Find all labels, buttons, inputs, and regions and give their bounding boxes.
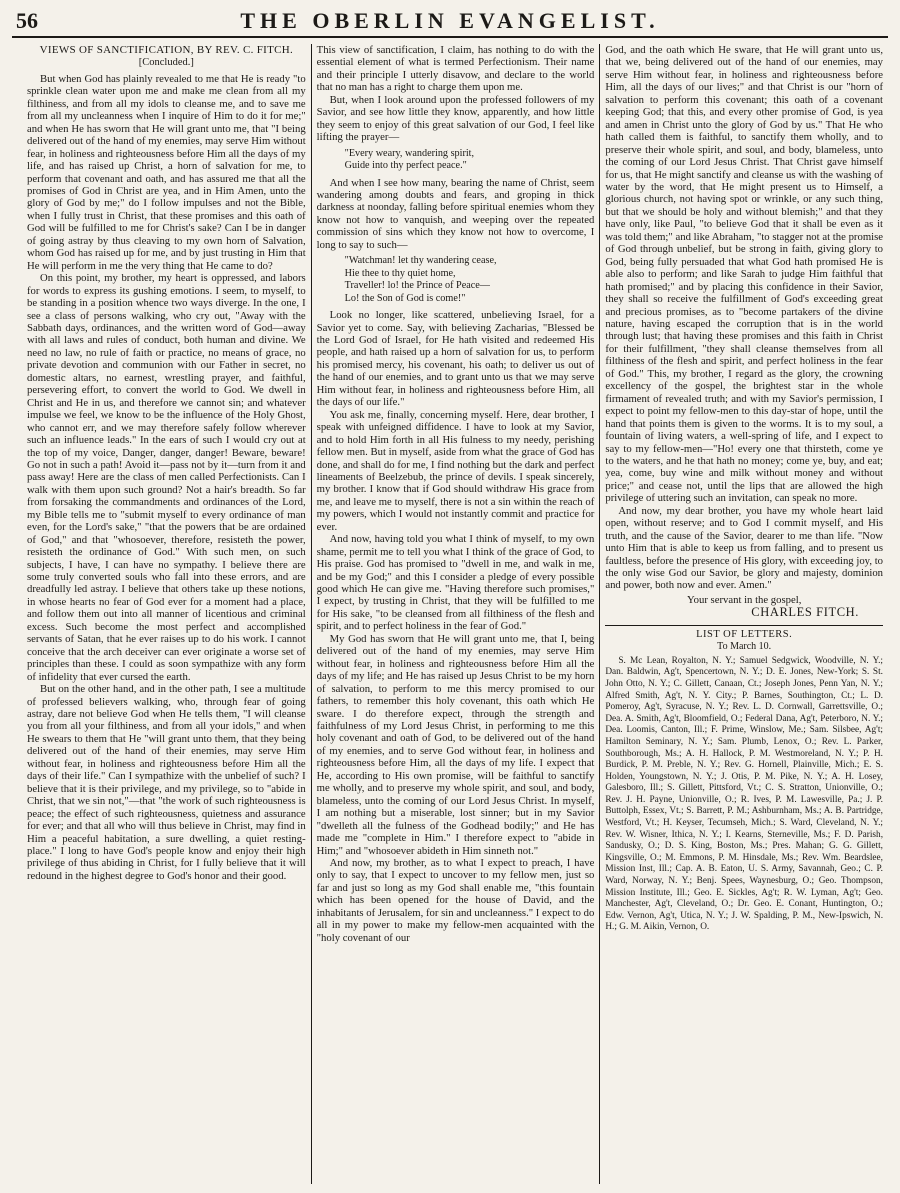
paragraph: And now, my brother, as to what I expect to preach, I have only to say, that I expect to uncover to my fellow men, just so far and just so long as my God shall enable me, "this fountain which has been opened for the house of David, and the inhabitants of Jerusalem, for sin and uncleanness." I expect to do all in my power to make my fellow-men acquainted with the "holy covenant of our [316, 857, 595, 944]
paragraph: And now, my dear brother, you have my whole heart laid open, without reserve; and to God I commit myself, and His truth, and the cause of the Savior, dearer to me than life. "Now unto Him that is able to keep us from falling, and to present us faultless, before the presence of His glory, with exceeding joy, to the only wise God our Savior, be glory and majesty, dominion and power, both now and ever. Amen." [605, 504, 884, 592]
article-title: VIEWS OF SANCTIFICATION, BY REV. C. FITCH. [39, 44, 294, 56]
running-title: THE OBERLIN EVANGELIST. [240, 8, 660, 33]
page-number: 56 [16, 8, 38, 33]
letters-list: S. Mc Lean, Royalton, N. Y.; Samuel Sedgwick, Woodville, N. Y.; Dan. Baldwin, Ag't, Spencertown, N. Y.; D. E. Jones, New-York; S. St. John Otto, N. Y.; C. Gillett, Canaan, Ct.; Joseph Jones, Penn Yan, N. Y.; Alfred Smith, Ag't, N. Y. City.; P. Barnes, Southington, Ct.; L. D. Pomeroy, Ag't, Syracuse, N. Y.; Rev. L. D. Cornwall, Garrettsville, O.; Dea. A. Smith, Ag't, Bloomfield, O.; Federal Dana, Ag't, Peterboro, N. Y.; Dea. Loomis, Canton, Ill.; F. Prime, Winslow, Me.; Sam. Silsbee, Ag't; Hamilton Seminary, N. Y.; Sam. Plumb, Lenox, O.; Rev. L. Parker, Southborough, Ms.; A. H. Hallock, P. M. Westmoreland, N. Y.; P. H. Burdick, P. M. Preble, N. Y.; Rev. G. Hornell, Plainville, Mich.; E. S. Holden, Youngstown, N. Y.; J. Otis, P. M. Pike, N. Y.; A. H. Losey, Galesboro, Ill.; S. Gillett, Pittsford, Vt.; C. S. Stratton, Unionville, O.; Rev. J. H. Payne, Unionville, O.; R. Ives, P. M. Lawesville, Pa.; J. P. Buttolph, Essex, Vt.; S. Barrett, P. M.; Ashburnham, Ms.; A. B. Partridge, Westford, Vt.; H. Keyser, Tecumseh, Mich.; S. Ward, Cleveland, N. Y.; Rev. W. Wisner, Ithica, N. Y.; I. Kearns, Sterneville, Ms.; F. D. Parish, Sandusky, O.; D. S. King, Boston, Ms.; Pres. Mahan; G. G. Gillett, Kingsville, O.; M. Emmons, P. M. Hinsdale, Ms.; Rev. Wm. Beardslee, Mission Inst, Ill.; Cap. A. B. Eaton, U. S. Army, Savannah, Geo.; C. P. Ward, Norway, N. Y.; Benj. Spees, Waynesburg, O.; Geo. Thompson, Mission Institute, Ill.; Geo. E. Sickles, Ag't; R. W. Lyman, Ag't; Geo. Manchester, Ag't, Cleveland, O.; Dr. Geo. E. Conant, Huntington, O.; Edw. Vernon, Ag't, Utica, N. Y.; J. W. Spalding, P. M., New-Ipswich, N. H.; G. M. Aikin, Vernon, O. [605, 655, 884, 933]
letters-title: LIST OF LETTERS. [696, 628, 793, 640]
paragraph: But, when I look around upon the professed followers of my Savior, and see how little they know, apparently, and how little they seem to enjoy of this great salvation of our God, I feel like lifting the prayer— [316, 93, 595, 144]
verse-quote [317, 255, 595, 305]
paragraph: Look no longer, like scattered, unbelieving Israel, for a Savior yet to come. Say, with believing Zacharias, "Blessed be the Lord God of Israel, for He hath visited and redeemed His people, and hath raised up a horn of salvation for us, to perform his promised mercy, his covenant, his oath; to deliver us out of the hand of our enemies, and to grant unto us that we may serve Him without fear, in holiness and righteousness before Him, all the days of our life." [316, 309, 595, 409]
paragraph: But when God has plainly revealed to me that He is ready "to sprinkle clean water upon me and make me clean from all my filthiness, and from all my idols to cleanse me, and to save me from all my uncleanness when I inquire of Him to do it for me;" and when He has sworn that He will grant unto me, that "I being delivered out of the hand of my enemies, may serve Him without fear, in holiness and righteousness before Him all the days of my life, and has raised up Christ, a horn of salvation for me, to perform that covenant and oath, and has assured me that all the promises of God in Christ are yea, and in Him Amen, unto the glory of God by me;" do I follow impulses and not the Bible, when I fully trust in Christ, that these promises and this oath of God will be fulfilled to me for Christ's sake? Can I be in danger of going astray by thus cleaving to my own horn of Salvation, whom God has raised up for me, and by just trusting in Him that He will perform in me the very thing that He came to do? [27, 72, 306, 272]
sign-off: Your servant in the gospel, [686, 593, 802, 606]
column-2 [311, 44, 600, 1184]
paragraph: God, and the oath which He sware, that He will grant unto us, that we, being delivered out of the hand of our enemies, may serve Him without fear, in holiness and righteousness before Him, all the days of our lives;" and that Christ is our "horn of salvation to perform this covenant; this oath of a covenant keeping God; that this, and every other promise of God, is yea and amen in Christ unto the glory of God by us." That He who hath called them is faithful, to sanctify them wholly, and to preserve their whole spirit, and soul, and body, blameless, unto the coming of our Lord Jesus Christ. That Christ gave himself for us, that He might sanctify and cleanse us with the washing of water by the word, that He might present us to Himself, a glorious church, not having spot or wrinkle, or any such thing, but that we should be holy and without blemish;" and that they have only, like Paul, "to believe God that it shall be even as it was told them;" and like Abraham, "to stagger not at the promise of God through unbelief, but be strong in faith, giving glory to God, being fully persuaded that what God hath promised He is able also to perform; and like Sarah to judge Him faithful that hath promised;" and by placing this confidence in their Savior, they shall so receive the fulfillment of God's exceeding great and precious promises, as to "become partakers of the divine nature, having escaped the corruption that is in the world through lust; that having these promises and this faith in Christ for their fulfillment, "they shall cleanse themselves from all filthiness of the flesh and spirit, and perfect holiness in the fear of God." This, my brother, I regard as the glory, the crowning excellency of the gospel, the brightest star in the whole firmament of revealed truth; and with my Savior's permission, I expect to point my fellow-men to this day-star of hope, until the hand that points them is given to the worms. It is to my soul, a fountain of living waters, a well-spring of life, and I expect to say to my fellow-men—"Ho! every one that thirsteth, come ye to the waters, and he that hath no money; come ye, buy, and eat; yea, come, buy wine and milk without money and without price;" and cease not, until the lips that are allowed the high privilege of uttering such an invitation, can speak no more. [605, 44, 884, 505]
verse-line: "Every weary, wandering spirit, [344, 147, 475, 159]
column-3 [599, 44, 888, 1184]
author-signature: CHARLES FITCH. [751, 605, 860, 620]
paragraph: My God has sworn that He will grant unto me, that I, being delivered out of the hand of my enemies, may serve Him without fear, in holiness and righteousness before Him all the days of my life; and He has raised up Jesus Christ to be my horn of salvation, to perform to me this mercy promised to our fathers, to remember this holy covenant, this oath which He sware. I do therefore expect, through the strength and faithfulness of my Lord Jesus Christ, in performing to me this holy covenant and oath of God, to be delivered out of the hand of my enemies, and to serve God without fear, in holiness and righteousness before Him, all the days of my life. I expect that He, according to His own promise, will be faithful to sanctify me wholly, and to preserve my whole spirit, and soul, and body, blameless, unto the coming of our Lord Jesus Christ. In myself, I am nothing but a miserable, lost sinner; but in my Savior "dwelleth all the fulness of the Godhead bodily;" and He has made me "complete in Him." I therefore expect to "abide in Him;" and "whosoever abideth in Him sinneth not." [316, 632, 595, 857]
masthead [12, 6, 888, 38]
paragraph: You ask me, finally, concerning myself. Here, dear brother, I speak with unfeigned diffidence. I have to look at my Savior, and to hold Him forth in all His fulness to my needy, perishing fellow men. But in myself, aside from what the grace of God has done, and shall do for me, I find nothing but the dark and perfect lineaments of Beelzebub, the prince of devils. I speak sincerely, my brother. I know that if God should withdraw His grace from me, and leave me to myself, there is not a sin within the reach of my powers, which I would not instantly commit and practice for ever. [316, 408, 595, 533]
verse-line: Hie thee to thy quiet home, [344, 267, 456, 279]
divider [605, 625, 883, 626]
verse-line: Lo! the Son of God is come!" [344, 292, 466, 304]
paragraph: On this point, my brother, my heart is oppressed, and labors for words to express its gushing emotions. I seem, to myself, to be standing in a position whence two ways diverge. In the one, I see a class of persons walking, who cry out, "Away with the Sabbath days, ordinances, and the written word of God—away with all laws and rules of conduct, both human and divine. We need no law, no rule of faith or practice, no means of grace, no private devotion and communion with our Father in secret, no domestic altars, no earnest, wrestling prayer, and faithful, persevering effort, to convert the world to God. We dwell in Christ and He in us, and therefore we cannot sin; and whatever impulse we feel, we know to be the influence of the Holy Ghost, who cannot err, and we may therefore safely follow wherever such an influence leads." In the ears of such I would cry out at the top of my voice, Danger, danger, danger! Beware, beware! Go not in such a path! Avoid it—pass not by it—turn from it and pass away! Here are the class of men called Perfectionists. Can I walk with them upon such ground? Not a hair's breadth. So far from forsaking the commandments and ordinances of the Lord, my Bible tells me to "submit myself to every ordinance of man even, for the Lord's sake," "that the powers that be are ordained of God," and that "whosoever, therefore, resisteth the power, resisteth the ordinance of God." With such men, on such subjects, I have, I can have no sympathy. I believe there are some truly converted souls who fall into these errors, and are dreadfully led astray. I believe that others take up these notions, in whose hearts no fear of God ever for a moment had a place, and follow them out into all manner of licentious and criminal excess. Such become the most perfect and accomplished servants of Satan, that he ever raises up to do his work. I cannot conceive that the arch deceiver can ever originate a worse set of principles than these. I could as soon sympathize with any form of infidelity that ever cursed the earth. [27, 272, 306, 683]
verse-line: "Watchman! let thy wandering cease, [344, 255, 497, 267]
verse-line: Guide into thy perfect peace." [344, 160, 467, 172]
verse-line: Traveller! lo! the Prince of Peace— [344, 280, 490, 292]
verse-quote [317, 148, 595, 173]
column-1 [22, 44, 311, 1184]
letters-subtitle: To March 10. [717, 641, 772, 653]
article-columns [22, 44, 888, 1184]
paragraph: And when I see how many, bearing the name of Christ, seem wandering among doubts and fears, and groping in thick darkness at noonday, falling before spiritual enemies whom they know not how to vanquish, and weeping over the repeated commission of sins which they know not how to overcome, I long to say to such— [316, 176, 595, 251]
paragraph: And now, having told you what I think of myself, to my own shame, permit me to tell you what I think of the grace of God, to His praise. God has promised to "dwell in me, and walk in me, and be my God;" and this I consider a pledge of every possible good which He can give me. "Having therefore such promises," I expect, by trusting in Christ, that they will be fulfilled to me for His sake, "to be cleansed from all filthiness of the flesh and spirit, and to perfect holiness in the fear of God." [316, 533, 595, 633]
paragraph: But on the other hand, and in the other path, I see a multitude of professed believers walking, who, through fear of going astray, dare not believe God when He tells them, "I will cleanse you from all your filthiness, and from all your idols," and when He swears to them that He "will grant unto them, that they being delivered out of the hand of their enemies, may serve Him without fear, in holiness and righteousness before Him all the days of their life." Can I sympathize with the unbelief of such? I believe that it is their privilege, and my privilege, so to "abide in Christ, that we sin not,"—that "the work of such righteousness is peace; the effect of such righteousness, quietness and assurance for ever; and that all who will thus believe in Christ, may find in Him a peaceful habitation, a sure dwelling, a quiet resting-place." I long to have God's people know and enjoy their high privilege of thus abiding in Christ, for I fully believe that it will redound in the highest degree to God's honor and their good. [27, 683, 306, 882]
paragraph: This view of sanctification, I claim, has nothing to do with the essential element of what is termed Perfectionism. Their name and their principle I utterly disavow, and declare to the world that no man has a right to charge them upon me. [316, 44, 595, 94]
article-subtitle: [Concluded.] [138, 57, 194, 69]
